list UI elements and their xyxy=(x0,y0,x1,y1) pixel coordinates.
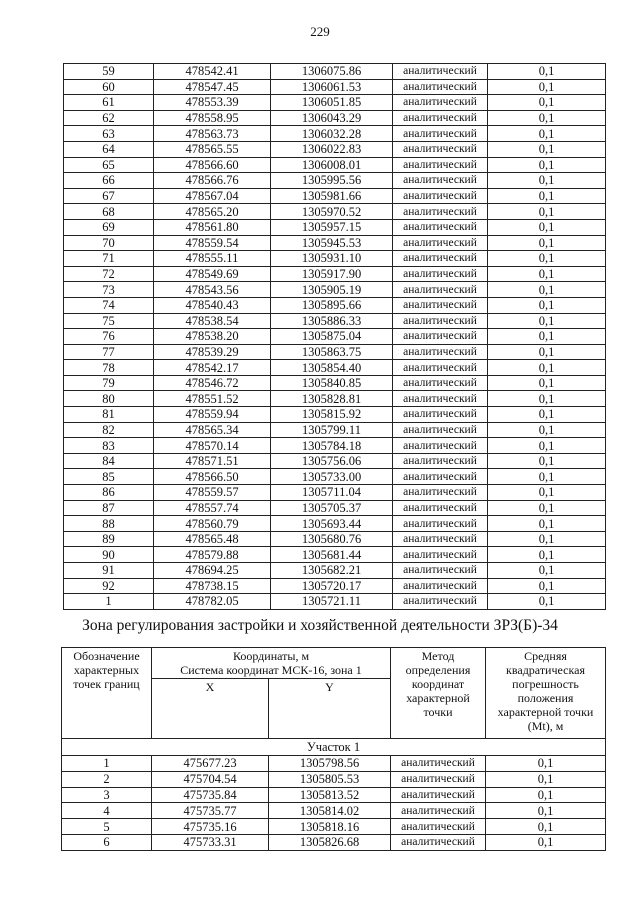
method: аналитический xyxy=(393,375,488,391)
header-y: Y xyxy=(269,679,391,739)
section-title: Зона регулирования застройки и хозяйственной деятельности ЗРЗ(Б)-34 xyxy=(82,617,558,634)
method: аналитический xyxy=(393,547,488,563)
table-row xyxy=(64,485,606,501)
coord-x: 478551.52 xyxy=(154,391,271,407)
method: аналитический xyxy=(393,360,488,376)
point-id: 62 xyxy=(64,110,154,126)
method: аналитический xyxy=(393,531,488,547)
table-row xyxy=(62,803,606,819)
coord-x: 478557.74 xyxy=(154,500,271,516)
point-id: 73 xyxy=(64,282,154,298)
error-mt: 0,1 xyxy=(488,282,606,298)
error-mt: 0,1 xyxy=(488,438,606,454)
method: аналитический xyxy=(393,79,488,95)
table-row xyxy=(64,407,606,423)
zone-table-body xyxy=(62,739,606,851)
coord-x: 478694.25 xyxy=(154,563,271,579)
error-mt: 0,1 xyxy=(488,79,606,95)
coord-x: 478547.45 xyxy=(154,79,271,95)
point-id: 59 xyxy=(64,64,154,80)
error-mt: 0,1 xyxy=(488,251,606,267)
point-id: 63 xyxy=(64,126,154,142)
table-row xyxy=(64,188,606,204)
table-row xyxy=(64,282,606,298)
coord-y: 1305895.66 xyxy=(271,297,393,313)
method: аналитический xyxy=(393,219,488,235)
method: аналитический xyxy=(393,594,488,610)
table-row xyxy=(64,344,606,360)
error-mt: 0,1 xyxy=(488,329,606,345)
error-mt: 0,1 xyxy=(488,500,606,516)
error-mt: 0,1 xyxy=(488,391,606,407)
coord-y: 1305798.56 xyxy=(269,756,391,772)
group-row xyxy=(62,739,606,756)
coord-y: 1305799.11 xyxy=(271,422,393,438)
coord-y: 1306008.01 xyxy=(271,157,393,173)
table-row xyxy=(64,313,606,329)
coord-y: 1305957.15 xyxy=(271,219,393,235)
header-x: X xyxy=(152,679,269,739)
coord-x: 478565.55 xyxy=(154,141,271,157)
point-id: 72 xyxy=(64,266,154,282)
method: аналитический xyxy=(393,391,488,407)
method: аналитический xyxy=(393,188,488,204)
point-id: 4 xyxy=(62,803,152,819)
coord-y: 1305840.85 xyxy=(271,375,393,391)
point-id: 64 xyxy=(64,141,154,157)
coord-y: 1305875.04 xyxy=(271,329,393,345)
coord-y: 1305917.90 xyxy=(271,266,393,282)
point-id: 1 xyxy=(62,756,152,772)
header-error: Средняя квадратическая погрешность положения характерной точки (Mt), м xyxy=(486,648,606,739)
coord-y: 1305826.68 xyxy=(269,834,391,850)
coord-y: 1305970.52 xyxy=(271,204,393,220)
coord-x: 478566.60 xyxy=(154,157,271,173)
error-mt: 0,1 xyxy=(488,453,606,469)
point-id: 76 xyxy=(64,329,154,345)
coord-x: 478563.73 xyxy=(154,126,271,142)
error-mt: 0,1 xyxy=(488,219,606,235)
method: аналитический xyxy=(393,266,488,282)
method: аналитический xyxy=(393,485,488,501)
point-id: 65 xyxy=(64,157,154,173)
coord-x: 478558.95 xyxy=(154,110,271,126)
coord-y: 1305813.52 xyxy=(269,787,391,803)
table-row xyxy=(64,500,606,516)
coord-x: 478565.48 xyxy=(154,531,271,547)
point-id: 68 xyxy=(64,204,154,220)
table-row xyxy=(64,422,606,438)
method: аналитический xyxy=(391,787,486,803)
header-coordinates xyxy=(152,648,391,679)
method: аналитический xyxy=(393,126,488,142)
point-id: 3 xyxy=(62,787,152,803)
table-row xyxy=(64,95,606,111)
error-mt: 0,1 xyxy=(488,485,606,501)
coord-x: 478543.56 xyxy=(154,282,271,298)
point-id: 92 xyxy=(64,578,154,594)
error-mt: 0,1 xyxy=(488,375,606,391)
error-mt: 0,1 xyxy=(488,204,606,220)
method: аналитический xyxy=(393,204,488,220)
method: аналитический xyxy=(393,235,488,251)
coord-y: 1305905.19 xyxy=(271,282,393,298)
method: аналитический xyxy=(393,344,488,360)
coord-y: 1305705.37 xyxy=(271,500,393,516)
point-id: 77 xyxy=(64,344,154,360)
method: аналитический xyxy=(393,407,488,423)
point-id: 85 xyxy=(64,469,154,485)
coord-y: 1305680.76 xyxy=(271,531,393,547)
zone-coordinates-table xyxy=(61,647,606,851)
error-mt: 0,1 xyxy=(488,110,606,126)
coord-x: 478559.54 xyxy=(154,235,271,251)
table-row xyxy=(64,79,606,95)
coord-y: 1305682.21 xyxy=(271,563,393,579)
point-id: 87 xyxy=(64,500,154,516)
coord-x: 478566.76 xyxy=(154,173,271,189)
coord-y: 1305828.81 xyxy=(271,391,393,407)
point-id: 75 xyxy=(64,313,154,329)
header-coordinates-label: Координаты, м xyxy=(232,649,310,663)
method: аналитический xyxy=(393,297,488,313)
table-row xyxy=(64,64,606,80)
coord-x: 478538.54 xyxy=(154,313,271,329)
error-mt: 0,1 xyxy=(488,313,606,329)
error-mt: 0,1 xyxy=(488,266,606,282)
coord-y: 1306022.83 xyxy=(271,141,393,157)
table-row xyxy=(64,251,606,267)
method: аналитический xyxy=(393,64,488,80)
error-mt: 0,1 xyxy=(486,834,606,850)
coord-x: 478539.29 xyxy=(154,344,271,360)
coord-x: 478542.17 xyxy=(154,360,271,376)
coord-y: 1306051.85 xyxy=(271,95,393,111)
table-row xyxy=(64,375,606,391)
point-id: 6 xyxy=(62,834,152,850)
table-row xyxy=(64,173,606,189)
coord-x: 478553.39 xyxy=(154,95,271,111)
method: аналитический xyxy=(393,313,488,329)
coord-y: 1305995.56 xyxy=(271,173,393,189)
method: аналитический xyxy=(393,422,488,438)
method: аналитический xyxy=(393,173,488,189)
point-id: 78 xyxy=(64,360,154,376)
coord-y: 1305756.06 xyxy=(271,453,393,469)
coord-x: 475735.77 xyxy=(152,803,269,819)
coord-y: 1305681.44 xyxy=(271,547,393,563)
error-mt: 0,1 xyxy=(488,563,606,579)
method: аналитический xyxy=(393,516,488,532)
method: аналитический xyxy=(393,157,488,173)
coord-x: 478546.72 xyxy=(154,375,271,391)
coord-x: 478542.41 xyxy=(154,64,271,80)
point-id: 67 xyxy=(64,188,154,204)
table-row xyxy=(64,360,606,376)
method: аналитический xyxy=(391,819,486,835)
coord-x: 478561.80 xyxy=(154,219,271,235)
error-mt: 0,1 xyxy=(488,173,606,189)
coord-x: 475735.16 xyxy=(152,819,269,835)
coord-x: 478565.34 xyxy=(154,422,271,438)
table-row xyxy=(62,834,606,850)
page-number: 229 xyxy=(310,24,330,39)
coord-y: 1306032.28 xyxy=(271,126,393,142)
point-id: 1 xyxy=(64,594,154,610)
coord-y: 1305981.66 xyxy=(271,188,393,204)
coord-y: 1305733.00 xyxy=(271,469,393,485)
error-mt: 0,1 xyxy=(488,95,606,111)
point-id: 2 xyxy=(62,771,152,787)
method: аналитический xyxy=(393,282,488,298)
error-mt: 0,1 xyxy=(488,422,606,438)
point-id: 90 xyxy=(64,547,154,563)
error-mt: 0,1 xyxy=(488,578,606,594)
coordinates-table-continued xyxy=(63,63,606,610)
coord-y: 1305886.33 xyxy=(271,313,393,329)
coord-y: 1305931.10 xyxy=(271,251,393,267)
error-mt: 0,1 xyxy=(488,531,606,547)
table-row xyxy=(64,126,606,142)
coord-x: 475735.84 xyxy=(152,787,269,803)
method: аналитический xyxy=(393,110,488,126)
table-row xyxy=(64,547,606,563)
coord-x: 478565.20 xyxy=(154,204,271,220)
point-id: 84 xyxy=(64,453,154,469)
coord-x: 478579.88 xyxy=(154,547,271,563)
error-mt: 0,1 xyxy=(488,235,606,251)
error-mt: 0,1 xyxy=(488,344,606,360)
error-mt: 0,1 xyxy=(488,64,606,80)
error-mt: 0,1 xyxy=(488,157,606,173)
coord-y: 1305815.92 xyxy=(271,407,393,423)
error-mt: 0,1 xyxy=(488,188,606,204)
coord-y: 1305711.04 xyxy=(271,485,393,501)
coord-x: 478570.14 xyxy=(154,438,271,454)
point-id: 61 xyxy=(64,95,154,111)
coord-x: 475704.54 xyxy=(152,771,269,787)
table-row xyxy=(64,297,606,313)
table-row xyxy=(64,594,606,610)
method: аналитический xyxy=(393,329,488,345)
error-mt: 0,1 xyxy=(486,787,606,803)
table-row xyxy=(62,771,606,787)
coord-x: 475677.23 xyxy=(152,756,269,772)
error-mt: 0,1 xyxy=(488,407,606,423)
coord-y: 1305945.53 xyxy=(271,235,393,251)
point-id: 5 xyxy=(62,819,152,835)
coord-x: 478566.50 xyxy=(154,469,271,485)
error-mt: 0,1 xyxy=(488,469,606,485)
method: аналитический xyxy=(393,141,488,157)
error-mt: 0,1 xyxy=(488,547,606,563)
coord-x: 478549.69 xyxy=(154,266,271,282)
error-mt: 0,1 xyxy=(488,360,606,376)
coord-y: 1306075.86 xyxy=(271,64,393,80)
table-row xyxy=(64,516,606,532)
table-row xyxy=(64,453,606,469)
point-id: 81 xyxy=(64,407,154,423)
error-mt: 0,1 xyxy=(486,819,606,835)
coord-y: 1305814.02 xyxy=(269,803,391,819)
table-row xyxy=(64,469,606,485)
table-row xyxy=(64,157,606,173)
table-row xyxy=(64,266,606,282)
error-mt: 0,1 xyxy=(488,126,606,142)
coord-x: 478567.04 xyxy=(154,188,271,204)
point-id: 74 xyxy=(64,297,154,313)
coord-x: 478559.57 xyxy=(154,485,271,501)
method: аналитический xyxy=(393,251,488,267)
error-mt: 0,1 xyxy=(486,756,606,772)
table-row xyxy=(64,578,606,594)
method: аналитический xyxy=(393,469,488,485)
coord-y: 1305863.75 xyxy=(271,344,393,360)
point-id: 86 xyxy=(64,485,154,501)
method: аналитический xyxy=(393,500,488,516)
coord-y: 1305693.44 xyxy=(271,516,393,532)
method: аналитический xyxy=(391,756,486,772)
point-id: 80 xyxy=(64,391,154,407)
point-id: 70 xyxy=(64,235,154,251)
coord-x: 478538.20 xyxy=(154,329,271,345)
error-mt: 0,1 xyxy=(486,803,606,819)
coord-y: 1305818.16 xyxy=(269,819,391,835)
table-row xyxy=(64,219,606,235)
table-row xyxy=(64,531,606,547)
point-id: 66 xyxy=(64,173,154,189)
point-id: 89 xyxy=(64,531,154,547)
coord-y: 1305784.18 xyxy=(271,438,393,454)
coord-y: 1305721.11 xyxy=(271,594,393,610)
error-mt: 0,1 xyxy=(488,141,606,157)
point-id: 79 xyxy=(64,375,154,391)
point-id: 69 xyxy=(64,219,154,235)
coord-x: 478782.05 xyxy=(154,594,271,610)
table-row xyxy=(64,563,606,579)
coord-x: 478571.51 xyxy=(154,453,271,469)
header-method: Метод определения координат характерной точки xyxy=(391,648,486,739)
table-row xyxy=(64,438,606,454)
error-mt: 0,1 xyxy=(488,297,606,313)
method: аналитический xyxy=(391,803,486,819)
coord-y: 1305720.17 xyxy=(271,578,393,594)
coord-y: 1306061.53 xyxy=(271,79,393,95)
method: аналитический xyxy=(393,453,488,469)
table-row xyxy=(64,329,606,345)
coord-x: 478559.94 xyxy=(154,407,271,423)
header-point-designation: Обозначение характерных точек границ xyxy=(62,648,152,739)
table-row xyxy=(64,391,606,407)
table-row xyxy=(64,141,606,157)
coord-y: 1306043.29 xyxy=(271,110,393,126)
header-coordinate-system: Система координат МСК-16, зона 1 xyxy=(180,663,362,677)
error-mt: 0,1 xyxy=(486,771,606,787)
error-mt: 0,1 xyxy=(488,594,606,610)
table-row xyxy=(62,819,606,835)
method: аналитический xyxy=(393,563,488,579)
error-mt: 0,1 xyxy=(488,516,606,532)
point-id: 91 xyxy=(64,563,154,579)
coordinates-table-body xyxy=(64,64,606,610)
coord-y: 1305854.40 xyxy=(271,360,393,376)
method: аналитический xyxy=(391,834,486,850)
coord-y: 1305805.53 xyxy=(269,771,391,787)
table-row xyxy=(62,756,606,772)
point-id: 60 xyxy=(64,79,154,95)
method: аналитический xyxy=(393,438,488,454)
point-id: 88 xyxy=(64,516,154,532)
coord-x: 475733.31 xyxy=(152,834,269,850)
coord-x: 478560.79 xyxy=(154,516,271,532)
method: аналитический xyxy=(393,95,488,111)
table-row xyxy=(64,110,606,126)
point-id: 82 xyxy=(64,422,154,438)
method: аналитический xyxy=(393,578,488,594)
point-id: 71 xyxy=(64,251,154,267)
table-row xyxy=(62,787,606,803)
coord-x: 478555.11 xyxy=(154,251,271,267)
point-id: 83 xyxy=(64,438,154,454)
group-label: Участок 1 xyxy=(62,739,606,756)
method: аналитический xyxy=(391,771,486,787)
table-row xyxy=(64,235,606,251)
coord-x: 478540.43 xyxy=(154,297,271,313)
coord-x: 478738.15 xyxy=(154,578,271,594)
table-row xyxy=(64,204,606,220)
